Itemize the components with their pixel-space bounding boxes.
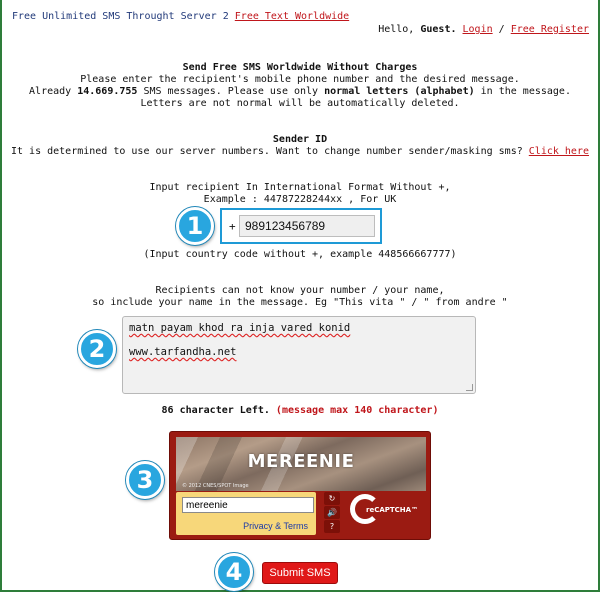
phone-number-input[interactable] — [239, 215, 375, 237]
sender-text: It is determined to use our server numbers. Want to change number sender/masking sms? — [11, 146, 523, 157]
captcha-answer-input[interactable] — [182, 497, 314, 513]
recaptcha-widget — [169, 431, 431, 540]
recipient-line-2: Example : 44787228244xx , For UK — [203, 194, 397, 205]
greeting-text: Hello, — [378, 24, 415, 35]
step-3-badge: 3 — [126, 461, 164, 499]
captcha-word: MEREENIE — [247, 451, 355, 472]
recipient-line-1: Input recipient In International Format Without +, — [149, 182, 451, 193]
sender-block — [0, 134, 600, 158]
phone-hint: (Input country code without +, example 448566667777) — [143, 249, 457, 260]
intro-suffix: in the message. — [480, 86, 571, 97]
phone-field-box — [220, 208, 382, 244]
char-counter — [0, 405, 600, 417]
intro-heading: Send Free SMS Worldwide Without Charges — [182, 62, 418, 73]
message-note-1: Recipients can not know your number / your name, — [155, 285, 445, 296]
intro-bold: normal letters (alphabet) — [324, 86, 475, 97]
captcha-controls — [324, 492, 342, 535]
separator: / — [498, 24, 505, 35]
message-line-1: matn payam khod ra inja vared konid — [129, 322, 351, 334]
intro-line-2 — [0, 86, 600, 98]
user-name: Guest. — [420, 24, 457, 35]
site-title: Free Unlimited SMS Throught Server 2 — [12, 11, 229, 22]
audio-icon[interactable]: 🔊 — [324, 506, 340, 519]
sender-text-line — [0, 146, 600, 158]
step-1-badge: 1 — [176, 207, 214, 245]
privacy-terms-link[interactable]: Privacy & Terms — [243, 521, 308, 531]
free-text-worldwide-link[interactable]: Free Text Worldwide — [234, 11, 350, 22]
plus-prefix: + — [229, 220, 236, 233]
sms-count: 14.669.755 — [77, 86, 138, 97]
step-4-badge: 4 — [215, 553, 253, 591]
step-2-badge: 2 — [78, 330, 116, 368]
message-line-2: www.tarfandha.net — [129, 346, 237, 358]
intro-prefix: Already — [29, 86, 72, 97]
intro-block — [0, 62, 600, 110]
login-link[interactable]: Login — [462, 24, 493, 35]
intro-middle: SMS messages. Please use only — [143, 86, 319, 97]
resize-handle[interactable] — [466, 384, 473, 391]
sender-heading: Sender ID — [272, 134, 328, 145]
message-textarea[interactable] — [122, 316, 476, 394]
click-here-link[interactable]: Click here — [528, 146, 589, 157]
submit-sms-button[interactable]: Submit SMS — [262, 562, 338, 584]
max-length-note: (message max 140 character) — [275, 405, 439, 416]
captcha-image — [176, 437, 426, 491]
intro-line-3: Letters are not normal will be automatically deleted. — [140, 98, 460, 109]
register-link[interactable]: Free Register — [510, 24, 589, 35]
recipient-instructions — [0, 182, 600, 206]
message-notes — [0, 285, 600, 309]
chars-left: 86 character Left. — [161, 405, 270, 416]
captcha-answer-box — [176, 492, 316, 535]
recaptcha-logo-text: reCAPTCHA™ — [366, 506, 419, 514]
intro-line-1: Please enter the recipient's mobile phone number and the desired message. — [80, 74, 520, 85]
user-bar — [378, 24, 589, 35]
reload-icon[interactable]: ↻ — [324, 492, 340, 505]
captcha-copyright: © 2012 CNES/SPOT Image — [182, 483, 249, 489]
message-note-2: so include your name in the message. Eg "This vita " / " from andre " — [92, 297, 508, 308]
help-icon[interactable]: ? — [324, 520, 340, 533]
top-header — [12, 11, 349, 22]
